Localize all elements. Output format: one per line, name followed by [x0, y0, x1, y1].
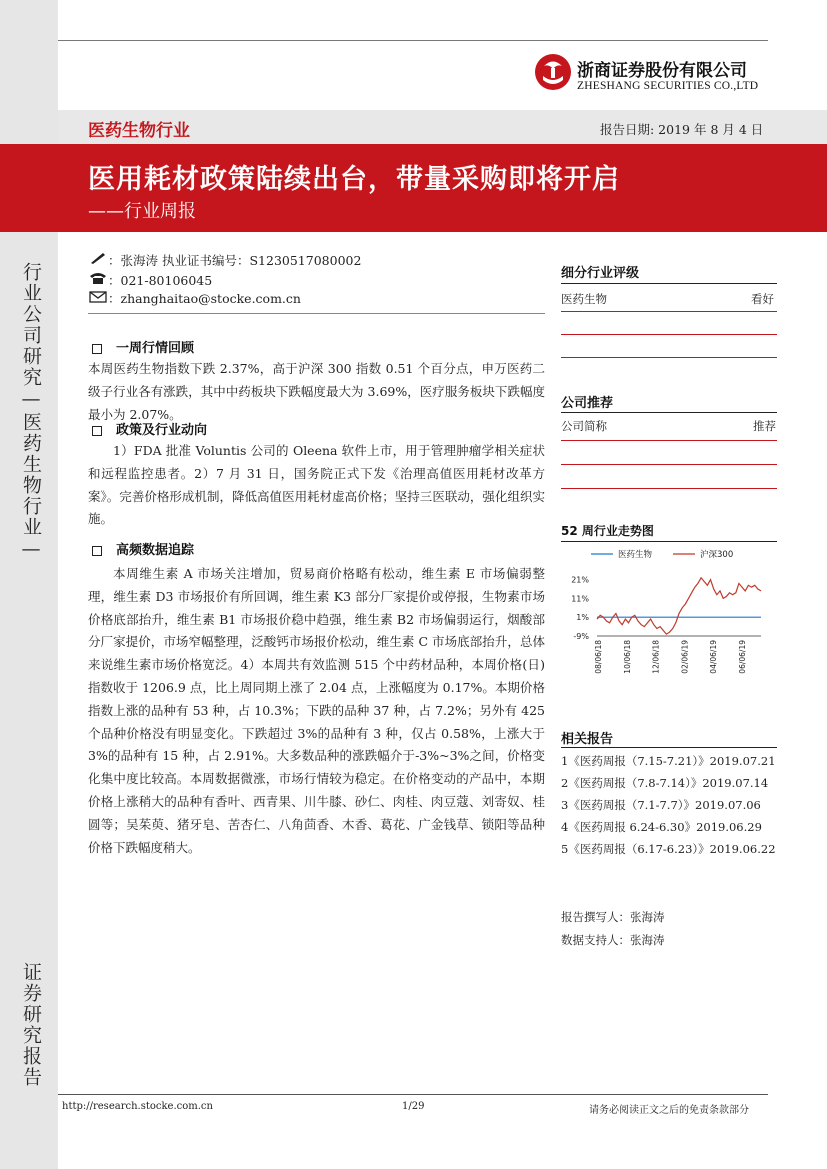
analyst-email[interactable]: ：zhanghaitao@stocke.com.cn — [108, 291, 301, 306]
related-heading: 相关报告 — [561, 732, 614, 747]
analyst-name-license: ：张海涛 执业证书编号：S1230517080002 — [108, 253, 362, 268]
page-subtitle: ——行业周报 — [88, 201, 196, 222]
report-writer: 报告撰写人：张海涛 — [561, 910, 665, 924]
rating-row-line — [561, 334, 777, 335]
related-report-item[interactable]: 2《医药周报（7.8-7.14）》2019.07.14 — [561, 776, 769, 790]
y-tick-label: 1% — [576, 613, 589, 623]
company-name-cn: 浙商证券股份有限公司 — [577, 61, 747, 81]
related-report-item[interactable]: 5《医药周报（6.17-6.23）》2019.06.22 — [561, 842, 776, 856]
footer-url[interactable]: http://research.stocke.com.cn — [62, 1101, 213, 1112]
x-tick-label: 10/06/18 — [622, 640, 632, 674]
page-number: 1/29 — [402, 1101, 425, 1112]
checkbox-bullet-icon — [92, 344, 102, 354]
chart-rule — [561, 541, 777, 542]
recommend-row-line — [561, 488, 777, 489]
recommend-row-line — [561, 440, 777, 441]
section-heading-policy: 政策及行业动向 — [92, 419, 207, 438]
footer-disclaimer: 请务必阅读正文之后的免责条款部分 — [589, 1105, 749, 1116]
recommend-row-line — [561, 464, 777, 465]
rating-row-line — [561, 311, 777, 312]
legend-label: 医药生物 — [618, 550, 653, 560]
related-report-item[interactable]: 3《医药周报（7.1-7.7）》2019.07.06 — [561, 798, 761, 812]
legend-label: 沪深300 — [700, 550, 734, 560]
trend-chart — [561, 544, 777, 689]
section-heading-market-review: 一周行情回顾 — [92, 337, 194, 356]
series-line — [597, 578, 761, 634]
y-tick-label: 11% — [571, 594, 589, 604]
section-body-market-review: 本周医药生物指数下跌 2.37%，高于沪深 300 指数 0.51 个百分点，申万医药二级子行业各有涨跌，其中中药板块下跌幅度最大为 3.69%，医疗服务板块下跌幅度最小为 2.07%。 — [88, 361, 545, 422]
y-tick-label: -9% — [573, 632, 589, 641]
y-tick-label: 21% — [571, 575, 589, 585]
contact-divider — [88, 313, 545, 314]
analyst-phone: ：021-80106045 — [108, 273, 213, 288]
page-title: 医用耗材政策陆续出台，带量采购即将开启 — [88, 164, 620, 195]
section-heading-hf-data: 高频数据追踪 — [92, 539, 194, 558]
section-body-hf-data: 本周维生素 A 市场关注增加，贸易商价格略有松动，维生素 E 市场偏弱整理，维生素 D3 市场报价有所回调，维生素 K3 部分厂家提价或停报，生物素市场价格底部抬升，维生素 B1 市场报价稳中趋强，维生素 B2 市场偏弱运行，烟酸部分厂家提价，市场窄幅整理，泛酸钙市场报价松动，维生素 C 市场底部抬升，总体来说维生素市场价格宽泛。4）本周共有效监测 515 个中药材品种，本周价格(日)指数收于 1206.9 点，比上周同期上涨了 2.04 点，上涨幅度为 0.17%。本期价格指数上涨的品种有 53 种，占 10.3%；下跌的品种 37 种，占 7.2%；另外有 425 个品种价格没有明显变化。下跌超过 3%的品种有 3 种，仅占 0.58%，上涨大于 3%的品种有 15 种，占 2.91%。大多数品种的涨跌幅介于-3%~3%之间，价格变化集中度比较高。本周数据微涨，市场行情较为稳定。在价格变动的产品中，本期价格上涨稍大的品种有香叶、西青果、川牛膝、砂仁、肉桂、肉豆蔻、刘寄奴、桂圆等；吴茱萸、猪牙皂、苦杏仁、八角茴香、木香、葛花、广金钱草、锁阳等品种价格下跌幅度稍大。 — [88, 566, 545, 855]
x-tick-label: 02/06/19 — [680, 640, 690, 674]
x-tick-label: 04/06/19 — [709, 640, 719, 674]
rating-heading: 细分行业评级 — [561, 266, 640, 281]
rating-row-line — [561, 357, 777, 358]
x-tick-label: 08/06/18 — [594, 640, 603, 674]
top-rule — [58, 40, 768, 41]
footer-rule — [58, 1094, 768, 1095]
phone-icon — [89, 271, 107, 285]
company-logo-icon — [533, 52, 573, 92]
section-body-policy: 1）FDA 批准 Voluntis 公司的 Oleena 软件上市，用于管理肿瘤学相关症状和远程监控患者。2）7 月 31 日，国务院正式下发《治理高值医用耗材改革方案》。完善价格形成机制，降低高值医用耗材虚高价格；坚持三医联动，强化组织实施。 — [88, 443, 545, 527]
related-report-item[interactable]: 1《医药周报（7.15-7.21）》2019.07.21 — [561, 754, 776, 768]
rating-value: 看好 — [751, 292, 774, 306]
company-name-en: ZHESHANG SECURITIES CO.,LTD — [577, 80, 759, 92]
recommend-rule — [561, 412, 777, 413]
pen-icon — [89, 251, 107, 265]
sector-label: 医药生物行业 — [88, 121, 190, 141]
checkbox-bullet-icon — [92, 546, 102, 556]
related-report-item[interactable]: 4《医药周报 6.24-6.30》2019.06.29 — [561, 820, 762, 834]
sidebar-middle-label: 行业公司研究—医药生物行业— — [20, 262, 42, 562]
data-supporter: 数据支持人：张海涛 — [561, 933, 665, 947]
x-tick-label: 12/06/18 — [651, 640, 661, 674]
recommend-heading: 公司推荐 — [561, 396, 614, 411]
email-icon — [89, 290, 107, 304]
checkbox-bullet-icon — [92, 426, 102, 436]
rating-rule — [561, 283, 777, 284]
rating-sector: 医药生物 — [561, 292, 607, 306]
chart-title: 52 周行业走势图 — [561, 524, 654, 538]
related-rule — [561, 747, 777, 748]
x-tick-label: 06/06/19 — [738, 640, 747, 674]
recommend-col-rating: 推荐 — [753, 419, 776, 433]
sidebar-bottom-label: 证券研究报告 — [20, 962, 42, 1088]
report-date: 报告日期: 2019 年 8 月 4 日 — [600, 122, 764, 137]
recommend-col-company: 公司简称 — [561, 419, 607, 433]
